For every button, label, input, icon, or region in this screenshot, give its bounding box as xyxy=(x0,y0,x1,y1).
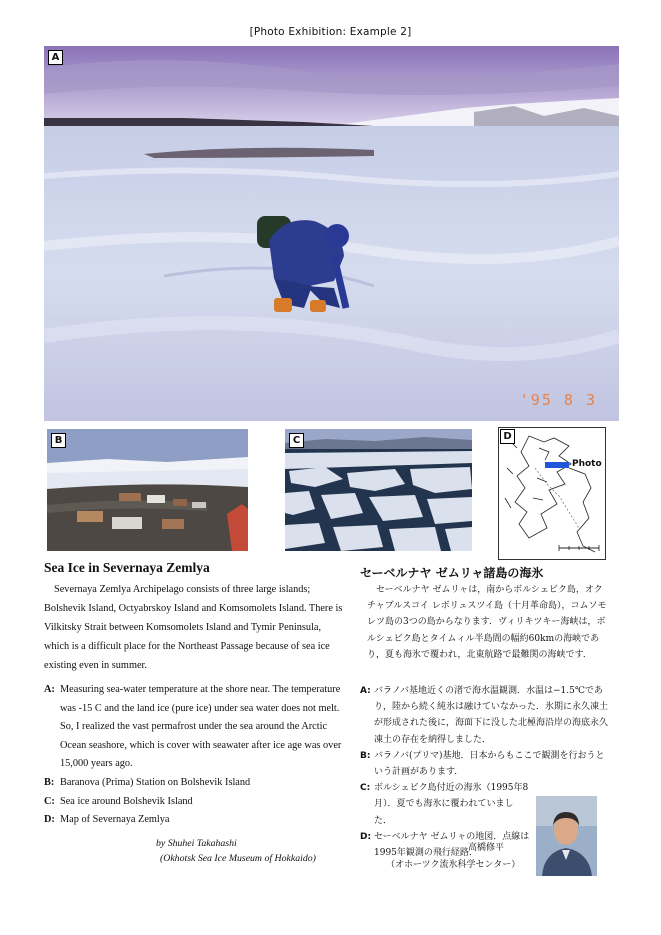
photo-c xyxy=(285,429,472,551)
english-item-b xyxy=(44,774,344,793)
item-key: B: xyxy=(44,776,55,788)
item-text: セーベルナヤ ゼムリャの地図．点線は1995年観測の飛行経路． xyxy=(374,831,530,859)
page-header: [Photo Exhibition: Example 2] xyxy=(249,26,412,38)
item-key: C: xyxy=(44,795,55,807)
english-body-text: Severnaya Zemlya Archipelago consists of three large islands; Bolshevik Island, Octyabrskoy Island and Komsomolets Island. There is Vilkitsky Strait between Komsomolets Island and Tymir Peninsula, which is a difficult place for the Northeast Passage because of sea ice existing even in summer. xyxy=(44,584,343,671)
item-key: D: xyxy=(44,814,55,826)
japanese-item-c xyxy=(360,780,530,829)
item-key: C: xyxy=(360,783,371,794)
english-body xyxy=(44,580,344,675)
item-text: Sea ice around Bolshevik Island xyxy=(60,795,193,807)
english-byline: by Shuhei Takahashi xyxy=(156,837,237,849)
item-text: Measuring sea-water temperature at the shore near. The temperature was -15 C and the land ice (pure ice) under sea water does not melt. So, I realized the vast permafrost under the sea around the Arctic Ocean seashore, which is cover with seawater after ice age was over 15,000 years ago. xyxy=(60,684,342,770)
item-text: バラノバ(プリマ)基地．日本からもここで観測を行おうという計画があります． xyxy=(374,750,605,778)
portrait-image xyxy=(536,796,597,876)
photo-a-image xyxy=(44,46,619,421)
item-key: A: xyxy=(44,684,55,695)
photo-a-label: A xyxy=(48,50,63,65)
english-affiliation: (Okhotsk Sea Ice Museum of Hokkaido) xyxy=(160,852,316,864)
map-d-image xyxy=(499,428,605,559)
japanese-author: 高橋修平 xyxy=(468,843,505,853)
item-text: Map of Severnaya Zemlya xyxy=(60,814,170,826)
japanese-item-a xyxy=(360,683,612,748)
english-items xyxy=(44,681,344,866)
photo-a xyxy=(44,46,619,421)
map-d xyxy=(498,427,606,560)
english-item-d xyxy=(44,811,344,830)
item-key: D: xyxy=(360,831,372,842)
english-item-c xyxy=(44,793,344,812)
photo-date-stamp: '95 8 3 xyxy=(519,391,597,409)
item-text: バラノバ基地近くの渚で海水温観測．水温は−1.5℃であり，陸から続く純氷は融けていなかった．氷期に永久凍土が形成された後に，海面下に没した北極海沿岸の海底永久凍土の存在を納得しました． xyxy=(374,686,609,745)
japanese-body: セーベルナヤ ゼムリャは，南からボルシェビク島，オクチャブルスコイ レボリュスツイ島（十月革命島），コムソモレツ島の3つの島からなります．ヴィリキツキー海峡は，ボルシェビク島とタイムィル半島間の幅約60kmの海峡であり，夏も海氷で覆われ，北東航路で最難関の海峡です． xyxy=(367,585,607,660)
photo-c-label: C xyxy=(289,433,304,448)
japanese-affiliation: （オホーツク流氷科学センター） xyxy=(386,860,521,870)
japanese-item-b xyxy=(360,748,612,780)
english-item-a xyxy=(44,681,344,774)
photo-c-image xyxy=(285,429,472,551)
item-key: A: xyxy=(360,686,371,696)
english-title: Sea Ice in Severnaya Zemlya xyxy=(44,560,210,575)
item-text: ボルシェビク島付近の海氷（1995年8月）．夏でも海氷に覆われていました． xyxy=(374,783,529,826)
item-key: B: xyxy=(360,750,371,761)
photo-b-label: B xyxy=(51,433,66,448)
japanese-title: セーベルナヤ ゼムリャ諸島の海氷 xyxy=(360,566,544,580)
map-photo-tag: Photo xyxy=(572,459,602,469)
map-d-label: D xyxy=(500,429,515,444)
photo-b xyxy=(47,429,248,551)
photo-b-image xyxy=(47,429,248,551)
item-text: Baranova (Prima) Station on Bolshevik Island xyxy=(60,776,251,788)
author-portrait xyxy=(536,796,597,876)
